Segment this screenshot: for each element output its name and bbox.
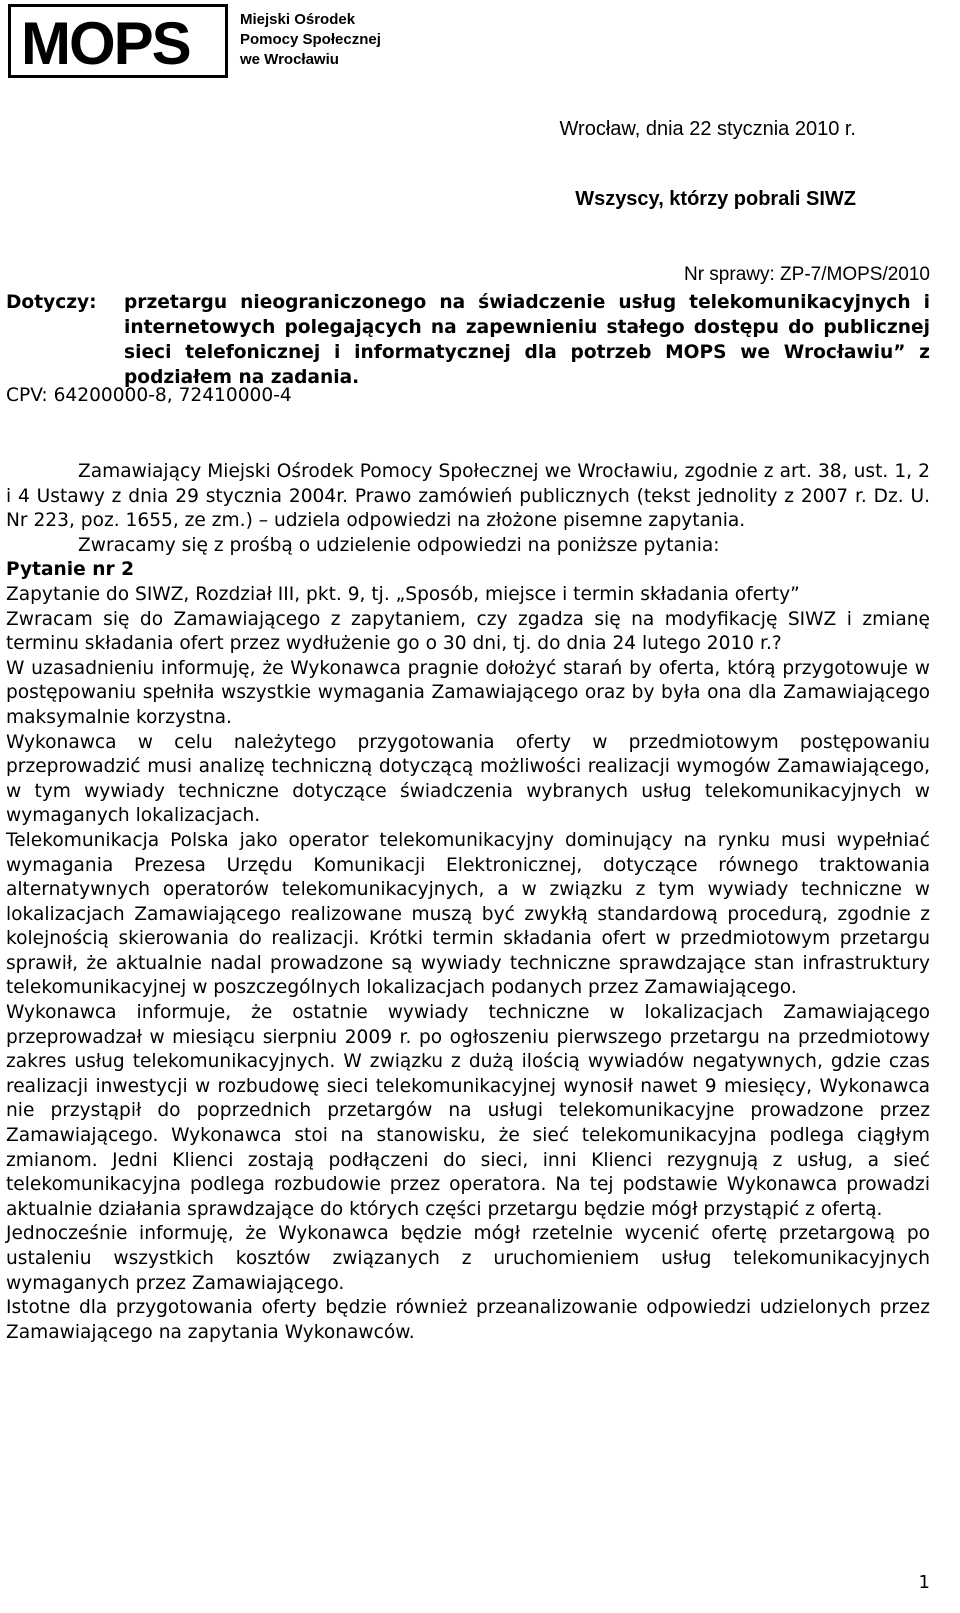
logo-box (8, 4, 228, 78)
intro-paragraph: Zamawiający Miejski Ośrodek Pomocy Społecznej we Wrocławiu, zgodnie z art. 38, ust. 1, 2 i 4 Ustawy z dnia 29 stycznia 2004r. Prawo zamówień publicznych (tekst jednolity z 2007 r. Dz. U. Nr 223, poz. 1655, ze zm.) – udziela odpowiedzi na złożone pisemne zapytania. (6, 461, 930, 532)
mops-logo (8, 4, 404, 80)
case-number: Nr sprawy: ZP-7/MOPS/2010 (683, 264, 930, 285)
addressee: Wszyscy, którzy pobrali SIWZ (575, 188, 856, 210)
logo-line-3: we Wrocławiu (240, 51, 339, 68)
body-paragraph: Wykonawca informuje, że ostatnie wywiady techniczne w lokalizacjach Zamawiającego przeprowadzał w miesiącu sierpniu 2009 r. po ogłoszeniu pierwszego przetargu na przedmiotowy zakres usług telekomunikacyjnych. W związku z dużą ilością wywiadów negatywnych, gdzie czas realizacji inwestycji w rozbudowę sieci telekomunikacyjnej wynosił nawet 9 miesięcy, Wykonawca nie przystąpił do poprzednich przetargów na usługi telekomunikacyjne prowadzone przez Zamawiającego. Wykonawca stoi na stanowisku, że sieć telekomunikacyjna podlega ciągłym zmianom. Jedni Klienci zostają podłączeni do sieci, inni Klienci rezygnują z usług, a sieć telekomunikacyjna podlega rozbudowie przez operatora. Na tej podstawie Wykonawca prowadzi aktualnie działania sprawdzające do których części przetargu będzie mógł przystąpić z ofertą. (6, 1002, 930, 1220)
document-body (6, 460, 930, 1345)
subject-label: Dotyczy: (6, 292, 97, 313)
logo-line-2: Pomocy Społecznej (240, 31, 381, 48)
logo-wordmark: MOPS (21, 10, 190, 77)
question-reference: Zapytanie do SIWZ, Rozdział III, pkt. 9, tj. „Sposób, miejsce i termin składania oferty” (6, 583, 800, 605)
subject-block (6, 290, 930, 390)
body-paragraph: Istotne dla przygotowania oferty będzie również przeanalizowanie odpowiedzi udzielonych przez Zamawiającego na zapytania Wykonawców. (6, 1297, 930, 1343)
request-line: Zwracamy się z prośbą o udzielenie odpowiedzi na poniższe pytania: (78, 534, 720, 556)
body-paragraph: W uzasadnieniu informuję, że Wykonawca pragnie dołożyć starań by oferta, którą przygotowuje w postępowaniu spełniła wszystkie wymagania Zamawiającego oraz by była ona dla Zamawiającego maksymalnie korzystna. (6, 657, 930, 728)
logo-line-1: Miejski Ośrodek (240, 11, 356, 28)
document-date: Wrocław, dnia 22 stycznia 2010 r. (559, 118, 856, 140)
cpv-codes: CPV: 64200000-8, 72410000-4 (6, 385, 292, 406)
page-number: 1 (918, 1572, 930, 1593)
body-paragraph: Wykonawca w celu należytego przygotowania oferty w przedmiotowym postępowaniu przeprowadzić musi analizę techniczną dotyczącą możliwości realizacji wymogów Zamawiającego, w tym wywiady techniczne dotyczące świadczenia wybranych usług telekomunikacyjnych w wymaganych lokalizacjach. (6, 731, 930, 827)
body-paragraph: Zwracam się do Zamawiającego z zapytaniem, czy zgadza się na modyfikację SIWZ i zmianę terminu składania ofert przez wydłużenie go o 30 dni, tj. do dnia 24 lutego 2010 r.? (6, 608, 930, 655)
body-paragraph: Telekomunikacja Polska jako operator telekomunikacyjny dominujący na rynku musi wypełniać wymagania Prezesa Urzędu Komunikacji Elektronicznej, dotyczące równego traktowania alternatywnych operatorów telekomunikacyjnych, a w związku z tym wywiady techniczne w lokalizacjach Zamawiającego realizowane muszą być zwykłą standardową procedurą, zgodnie z kolejnością skierowania do realizacji. Krótki termin składania ofert w przedmiotowym przetargu sprawił, że aktualnie nadal prowadzone są wywiady techniczne sprawdzające stan infrastruktury telekomunikacyjnej w poszczególnych lokalizacjach podanych przez Zamawiającego. (6, 829, 930, 999)
logo-institution-name (240, 10, 381, 70)
question-title: Pytanie nr 2 (6, 559, 135, 581)
subject-text: przetargu nieograniczonego na świadczenie usług telekomunikacyjnych i internetowych polegających na zapewnieniu stałego dostępu do publicznej sieci telefonicznej i informatycznej dla potrzeb MOPS we Wrocławiu” z podziałem na zadania. (124, 292, 930, 388)
body-paragraph: Jednocześnie informuję, że Wykonawca będzie mógł rzetelnie wycenić ofertę przetargową po ustaleniu wszystkich kosztów związanych z uruchomieniem usług telekomunikacyjnych wymaganych przez Zamawiającego. (6, 1223, 930, 1294)
